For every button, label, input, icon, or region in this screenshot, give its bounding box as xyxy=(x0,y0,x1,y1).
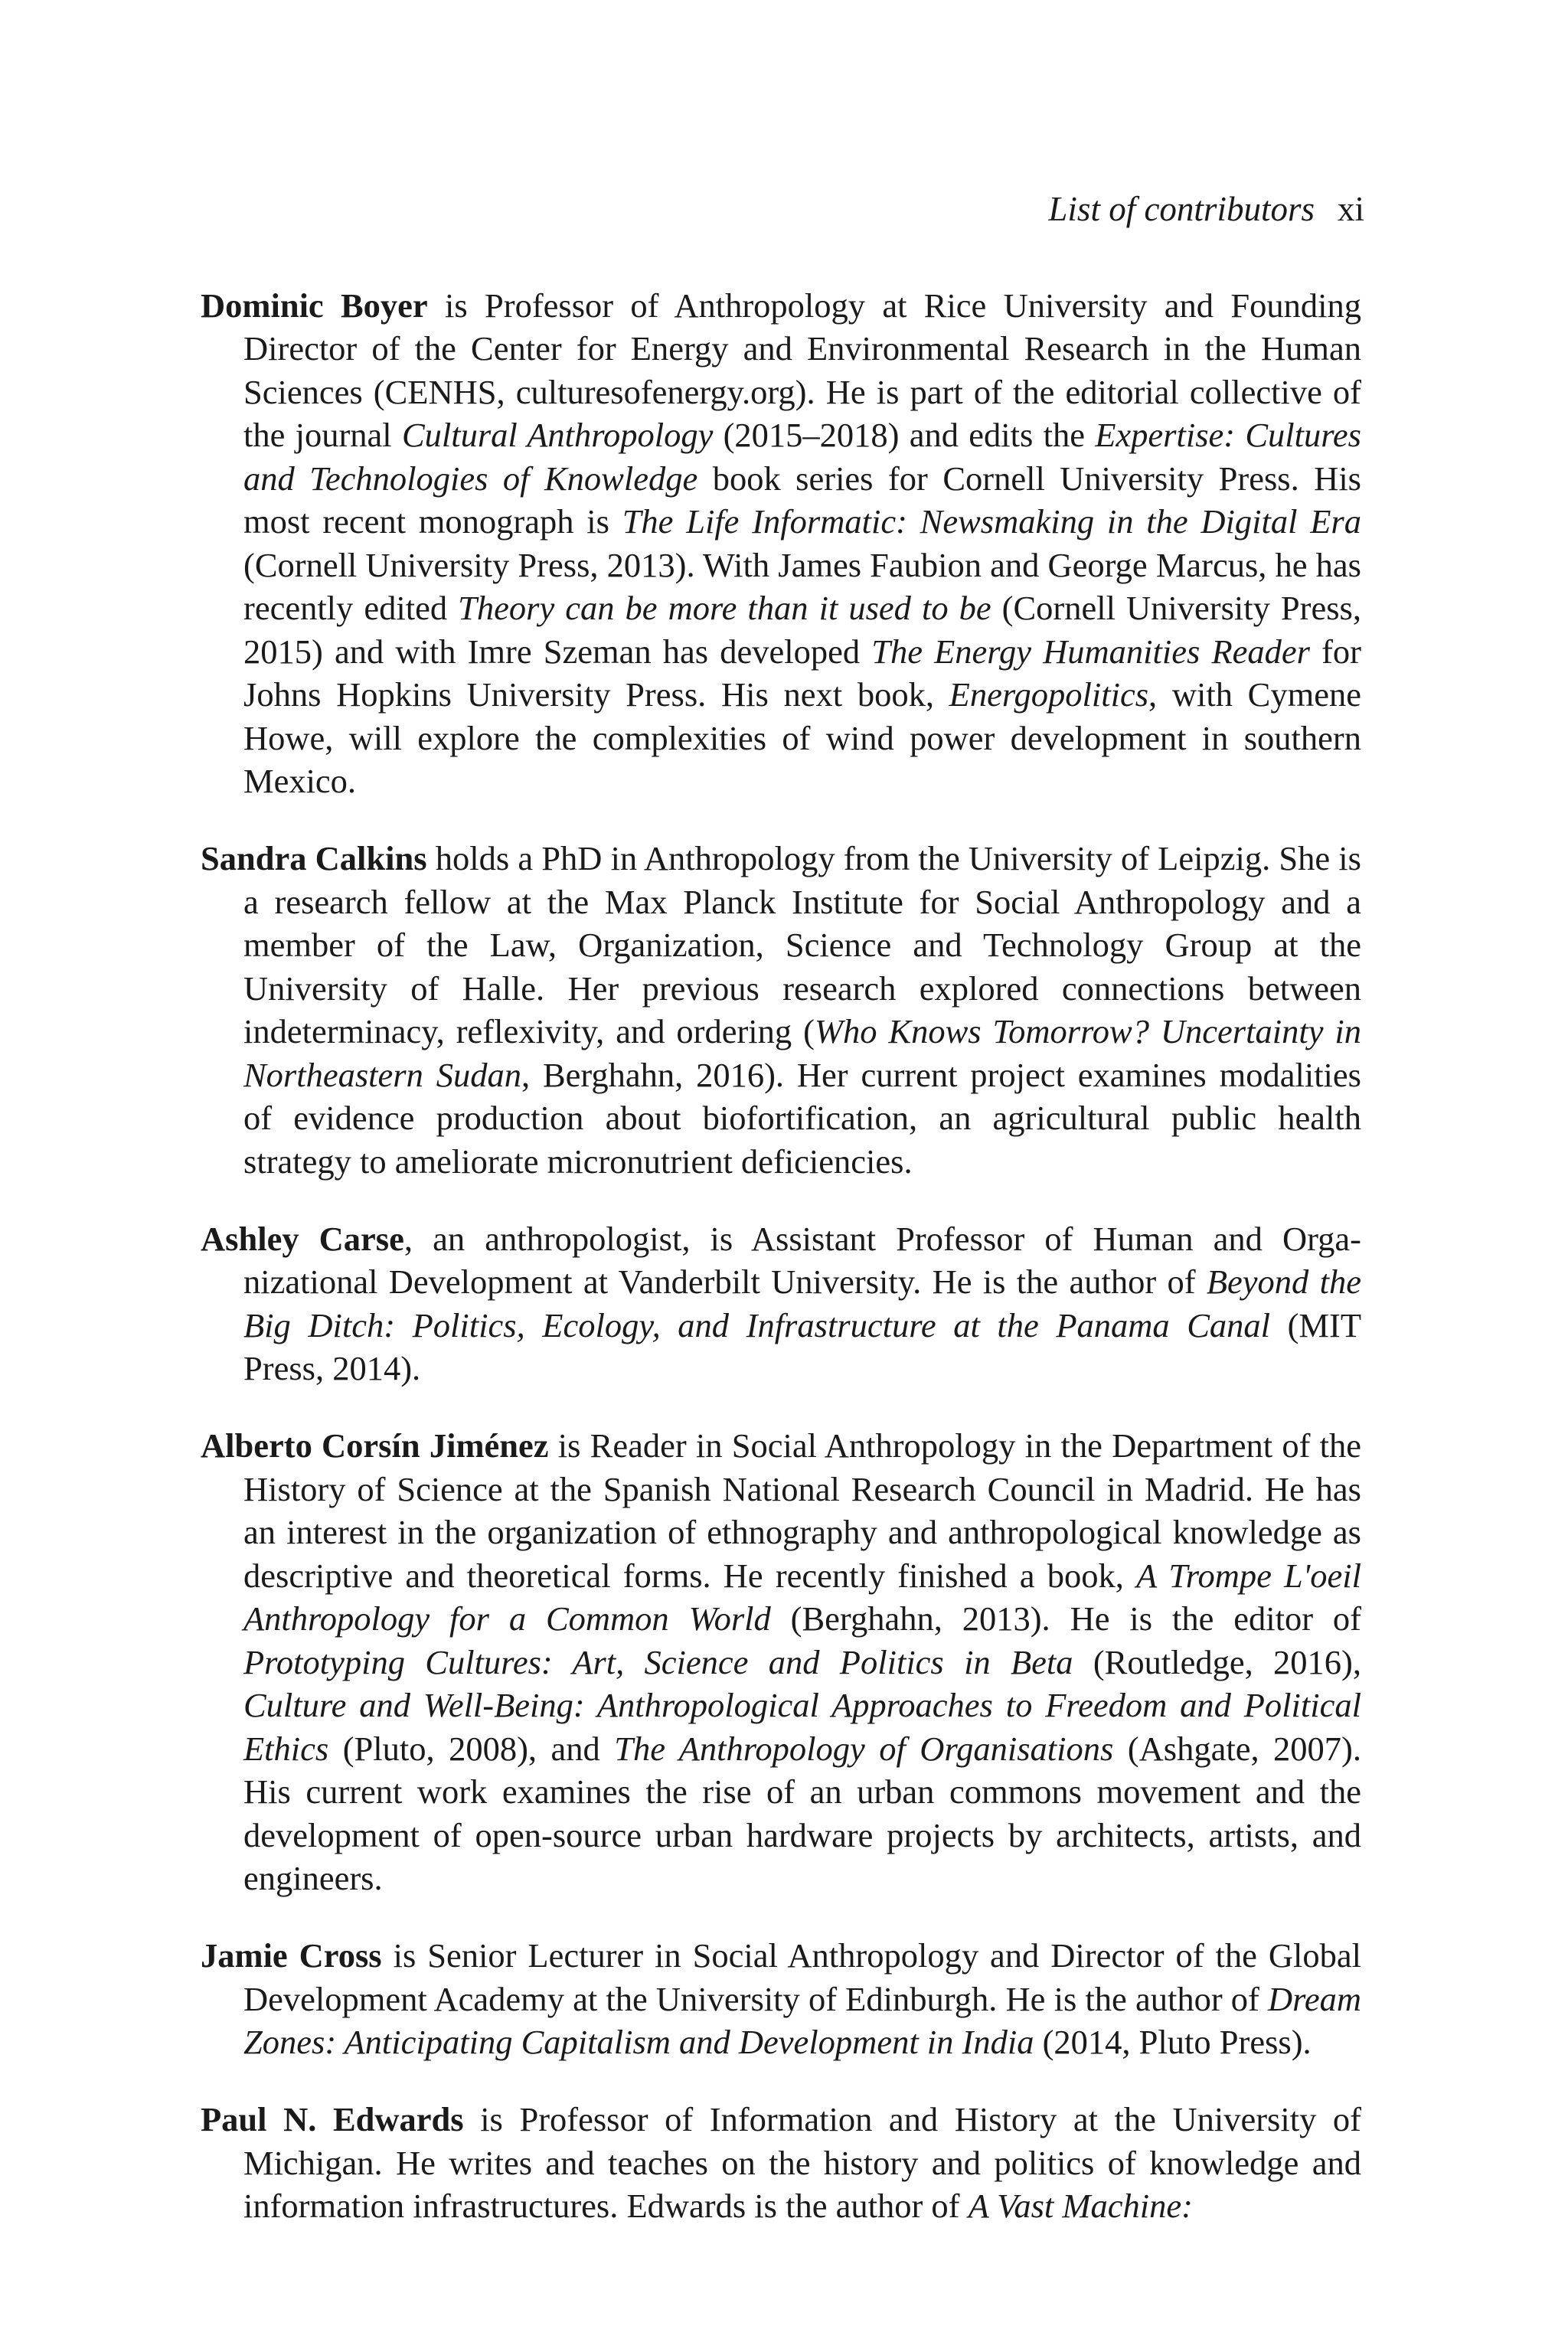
italic-title: Cultural Anthropology xyxy=(401,416,714,454)
contributor-entry xyxy=(201,284,1361,803)
bio-text: (Cornell University Press, 2015) and with Imre Szeman has developed xyxy=(243,589,1361,671)
bio-text: (Berghahn, 2013). He is the editor of xyxy=(770,1599,1361,1638)
italic-title: The Life Informatic: Newsmaking in the Digital Era xyxy=(622,502,1361,541)
italic-title: A Vast Machine: xyxy=(968,2187,1193,2225)
italic-title: Who Knows Tomorrow? Uncertainty in Northeastern Sudan xyxy=(243,1012,1361,1094)
italic-title: Energopolitics xyxy=(949,675,1149,714)
contributor-name: Dominic Boyer xyxy=(201,286,428,325)
italic-title: Culture and Well-Being: Anthropological Approaches to Freedom and Political Ethics xyxy=(243,1686,1361,1768)
contributor-list xyxy=(201,250,1361,2246)
contributor-name: Alberto Corsín Jiménez xyxy=(201,1426,549,1465)
italic-title: Beyond the Big Ditch: Politics, Ecology, and Infrastructure at the Panama Canal xyxy=(243,1263,1361,1344)
bio-text: , Berghahn, 2016). Her current project examines modalities of evidence production about biofortification, an agricultural public health strategy to ameliorate micronutrient deficiencies. xyxy=(243,1055,1361,1181)
italic-title: Prototyping Cultures: Art, Science and Politics in Beta xyxy=(243,1642,1073,1681)
contributor-entry xyxy=(201,837,1361,1183)
bio-text: holds a PhD in Anthropology from the University of Leipzig. She is a research fellow at the Max Planck Institute for Social Anthropology and a member of the Law, Organization, Science and Technology Group at the University of Halle. Her previous research explored connections between indeterminacy, reflexivity, and ordering ( xyxy=(243,839,1361,1050)
bio-text: (Ashgate, 2007). His current work examines the rise of an urban commons movement and the development of open-source urban hardware projects by architects, artists, and engineers. xyxy=(243,1729,1361,1897)
contributor-entry xyxy=(201,1934,1361,2064)
bio-text: (Routledge, 2016), xyxy=(1073,1642,1361,1681)
contributor-name: Sandra Calkins xyxy=(201,839,427,877)
contributor-entry xyxy=(201,1424,1361,1900)
italic-title: A Trompe L'oeil Anthropology for a Common World xyxy=(243,1556,1361,1638)
bio-text: book series for Cornell University Press. His most recent monograph is xyxy=(243,459,1361,541)
running-head xyxy=(1048,188,1364,230)
bio-text: , an anthropologist, is Assistant Professor of Human and Organizational Development at Vanderbilt University. He is the author of xyxy=(243,1219,1361,1301)
bio-text: (MIT Press, 2014). xyxy=(243,1305,1362,1387)
bio-text: is Reader in Social Anthropology in the Department of the History of Science at the Spanish National Research Council in Madrid. He has an interest in the organization of ethnography and anthropological knowledge as descriptive and theoretical forms. He recently finished a book, xyxy=(243,1426,1361,1595)
bio-text: (Pluto, 2008), and xyxy=(328,1729,615,1768)
contributor-name: Ashley Carse xyxy=(201,1219,404,1258)
bio-text: (2014, Pluto Press). xyxy=(1034,2023,1312,2061)
italic-title: Dream Zones: Anticipating Capitalism and Development in India xyxy=(243,1979,1361,2061)
italic-title: The Anthropology of Organisations xyxy=(614,1729,1114,1768)
bio-text: (2015–2018) and edits the xyxy=(713,416,1096,454)
bio-text: , with Cymene Howe, will explore the complexities of wind power development in southern Mexico. xyxy=(243,675,1361,800)
page-number: xi xyxy=(1337,190,1364,228)
contributor-entry xyxy=(201,2098,1361,2228)
bio-text: for Johns Hopkins University Press. His next book, xyxy=(243,632,1361,714)
contributor-entry xyxy=(201,1217,1361,1390)
bio-text: (Cornell University Press, 2013). With James Faubion and George Marcus, he has recently edited xyxy=(243,545,1361,627)
italic-title: Expertise: Cultures and Technologies of Knowledge xyxy=(243,416,1361,498)
bio-text: is Professor of Information and History at the University of Michigan. He writes and teaches on the history and politics of knowledge and information infrastructures. Edwards is the author of xyxy=(243,2100,1361,2225)
italic-title: The Energy Humanities Reader xyxy=(871,632,1310,671)
bio-text: is Professor of Anthropology at Rice University and Founding Director of the Center for Energy and Environmental Research in the Human Sciences (CENHS, culturesofenergy.org). He is part of the editorial collective of the journal xyxy=(243,286,1361,454)
contributor-name: Paul N. Edwards xyxy=(201,2100,464,2138)
bio-text: is Senior Lecturer in Social Anthropology and Director of the Global Development Academy at the University of Edinburgh. He is the author of xyxy=(243,1936,1361,2018)
italic-title: Theory can be more than it used to be xyxy=(458,589,991,627)
contributor-name: Jamie Cross xyxy=(201,1936,382,1975)
running-head-title: List of contributors xyxy=(1048,190,1315,228)
